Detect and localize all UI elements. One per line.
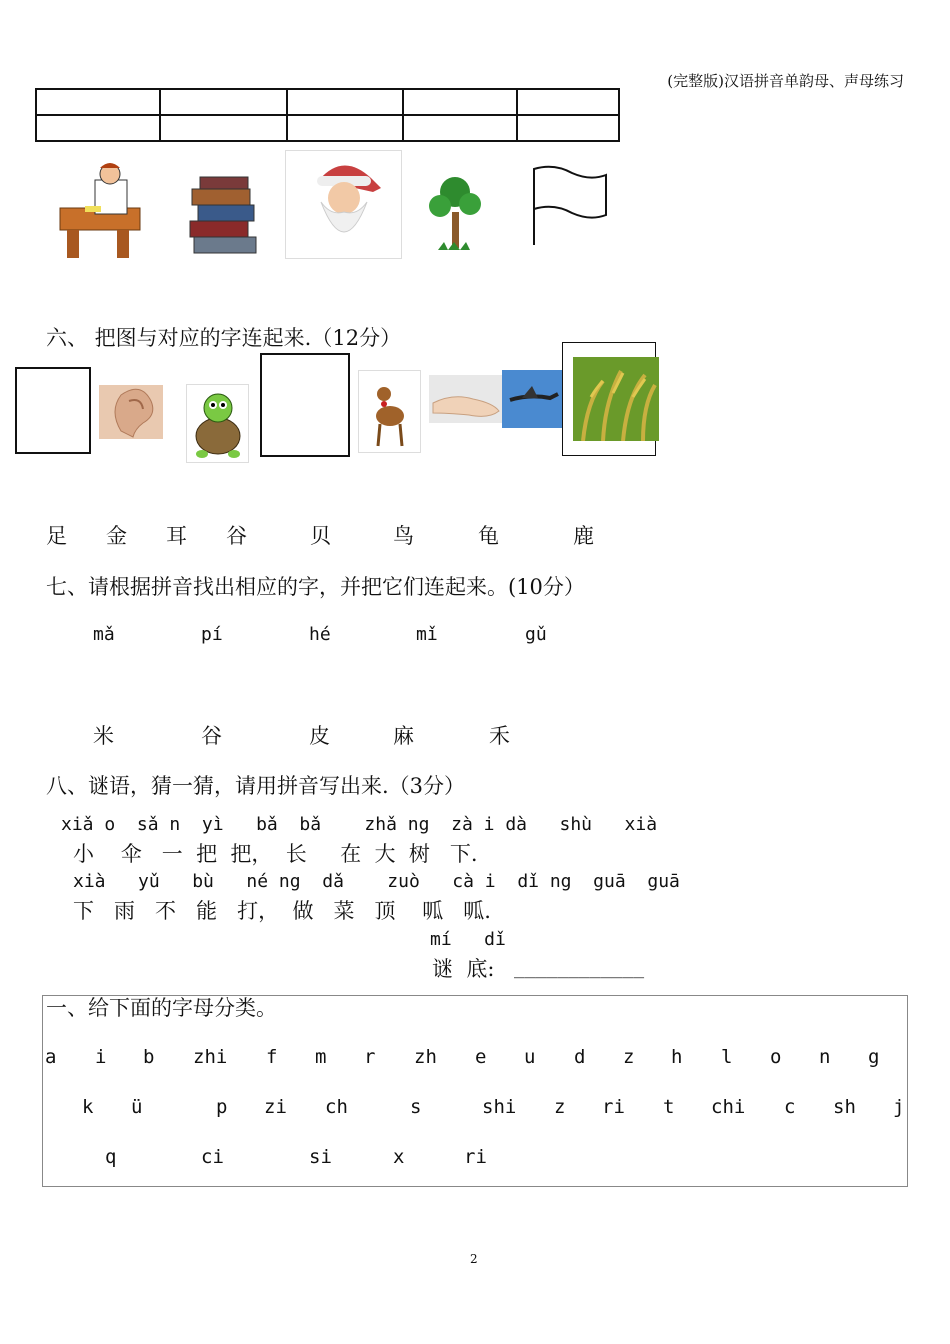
letter-item[interactable]: si — [309, 1146, 332, 1168]
letter-item[interactable]: f — [266, 1046, 278, 1068]
riddle-answer-pinyin: mí dǐ — [430, 929, 506, 950]
letter-item[interactable]: r — [364, 1046, 376, 1068]
letter-item[interactable]: sh — [833, 1096, 856, 1118]
letter-item[interactable]: s — [410, 1096, 422, 1118]
grid-cell[interactable] — [517, 89, 619, 115]
grid-cell[interactable] — [517, 115, 619, 141]
riddle-line1-chars: 小 伞 一 把 把， 长 在 大 树 下. — [73, 842, 478, 866]
section7-pinyin[interactable]: mǎ — [93, 624, 115, 645]
telephone-person-picture — [55, 160, 145, 260]
books-picture — [188, 175, 266, 260]
section7-char[interactable]: 麻 — [393, 724, 414, 748]
santa-claus-picture — [285, 150, 403, 260]
section7-pinyin[interactable]: pí — [201, 624, 223, 645]
grid-cell[interactable] — [403, 115, 517, 141]
grid-cell[interactable] — [403, 89, 517, 115]
section7-pinyin[interactable]: gǔ — [525, 624, 547, 645]
grid-cell[interactable] — [160, 89, 287, 115]
letter-item[interactable]: l — [721, 1046, 733, 1068]
riddle-answer-blank[interactable]: ____________ — [514, 958, 645, 979]
letter-item[interactable]: zhi — [193, 1046, 228, 1068]
letter-item[interactable]: b — [143, 1046, 155, 1068]
blank-frame-picture — [15, 367, 91, 454]
letter-item[interactable]: ch — [325, 1096, 348, 1118]
letter-item[interactable]: t — [663, 1096, 675, 1118]
goose-picture — [502, 370, 562, 428]
letter-item[interactable]: m — [315, 1046, 327, 1068]
letter-item[interactable]: d — [574, 1046, 586, 1068]
section7-pinyin[interactable]: mǐ — [416, 624, 438, 645]
letter-item[interactable]: c — [784, 1096, 796, 1118]
section6-title: 六、 把图与对应的字连起来.（12分） — [46, 326, 402, 350]
letter-item[interactable]: chi — [711, 1096, 746, 1118]
section1-title: 一、给下面的字母分类。 — [46, 996, 277, 1020]
letter-item[interactable]: j — [893, 1096, 905, 1118]
blank-frame-picture — [260, 353, 350, 457]
foot-picture — [429, 375, 503, 423]
letter-item[interactable]: q — [105, 1146, 117, 1168]
section6-char[interactable]: 鸟 — [393, 524, 414, 548]
letter-item[interactable]: ü — [131, 1096, 143, 1118]
page-number: 2 — [470, 1252, 478, 1266]
section7-char[interactable]: 谷 — [201, 724, 222, 748]
grid-cell[interactable] — [160, 115, 287, 141]
grid-cell[interactable] — [36, 89, 160, 115]
letter-item[interactable]: h — [671, 1046, 683, 1068]
letter-item[interactable]: k — [82, 1096, 94, 1118]
letter-item[interactable]: z — [623, 1046, 635, 1068]
section7-char[interactable]: 皮 — [309, 724, 330, 748]
section8-title: 八、谜语，猜一猜，请用拼音写出来.（3分） — [46, 774, 466, 798]
letter-item[interactable]: ci — [201, 1146, 224, 1168]
flag-picture — [528, 165, 610, 247]
letter-item[interactable]: p — [216, 1096, 228, 1118]
section7-char[interactable]: 禾 — [489, 724, 510, 748]
letter-item[interactable]: a — [45, 1046, 57, 1068]
section6-char[interactable]: 鹿 — [573, 524, 594, 548]
letter-item[interactable]: ri — [464, 1146, 487, 1168]
letter-item[interactable]: e — [475, 1046, 487, 1068]
rice-picture — [573, 357, 659, 441]
letter-item[interactable]: shi — [482, 1096, 517, 1118]
letter-item[interactable]: o — [770, 1046, 782, 1068]
letter-item[interactable]: i — [95, 1046, 107, 1068]
riddle-line2-chars: 下 雨 不 能 打， 做 菜 顶 呱 呱. — [73, 899, 491, 923]
letter-item[interactable]: u — [524, 1046, 536, 1068]
ear-picture — [99, 385, 163, 439]
letter-item[interactable]: ri — [602, 1096, 625, 1118]
section7-title: 七、请根据拼音找出相应的字，并把它们连起来。(10分） — [46, 575, 585, 599]
section7-pinyin[interactable]: hé — [309, 624, 331, 645]
riddle-line2-pinyin: xià yǔ bù né ng dǎ zuò cà i dǐ ng guā guā — [73, 871, 680, 892]
section6-char[interactable]: 谷 — [226, 524, 247, 548]
turtle-picture — [186, 384, 250, 464]
letter-item[interactable]: g — [868, 1046, 880, 1068]
section6-char[interactable]: 金 — [106, 524, 127, 548]
letter-item[interactable]: zi — [264, 1096, 287, 1118]
riddle-line1-pinyin: xiǎ o sǎ n yì bǎ bǎ zhǎ ng zà i dà shù xià — [61, 814, 658, 835]
letter-item[interactable]: n — [819, 1046, 831, 1068]
section6-char[interactable]: 耳 — [166, 524, 187, 548]
grid-cell[interactable] — [287, 115, 403, 141]
section6-char[interactable]: 龟 — [478, 524, 499, 548]
answer-grid — [35, 88, 620, 142]
grid-cell[interactable] — [36, 115, 160, 141]
section6-char[interactable]: 贝 — [310, 524, 331, 548]
document-header: (完整版)汉语拼音单韵母、声母练习 — [667, 72, 904, 90]
section7-char[interactable]: 米 — [93, 724, 114, 748]
tree-picture — [418, 172, 492, 254]
grid-cell[interactable] — [287, 89, 403, 115]
letter-item[interactable]: z — [554, 1096, 566, 1118]
riddle-answer-label: 谜 底: — [432, 957, 495, 981]
letter-item[interactable]: x — [393, 1146, 405, 1168]
section6-char[interactable]: 足 — [46, 524, 67, 548]
letter-item[interactable]: zh — [414, 1046, 437, 1068]
deer-picture — [358, 370, 422, 454]
